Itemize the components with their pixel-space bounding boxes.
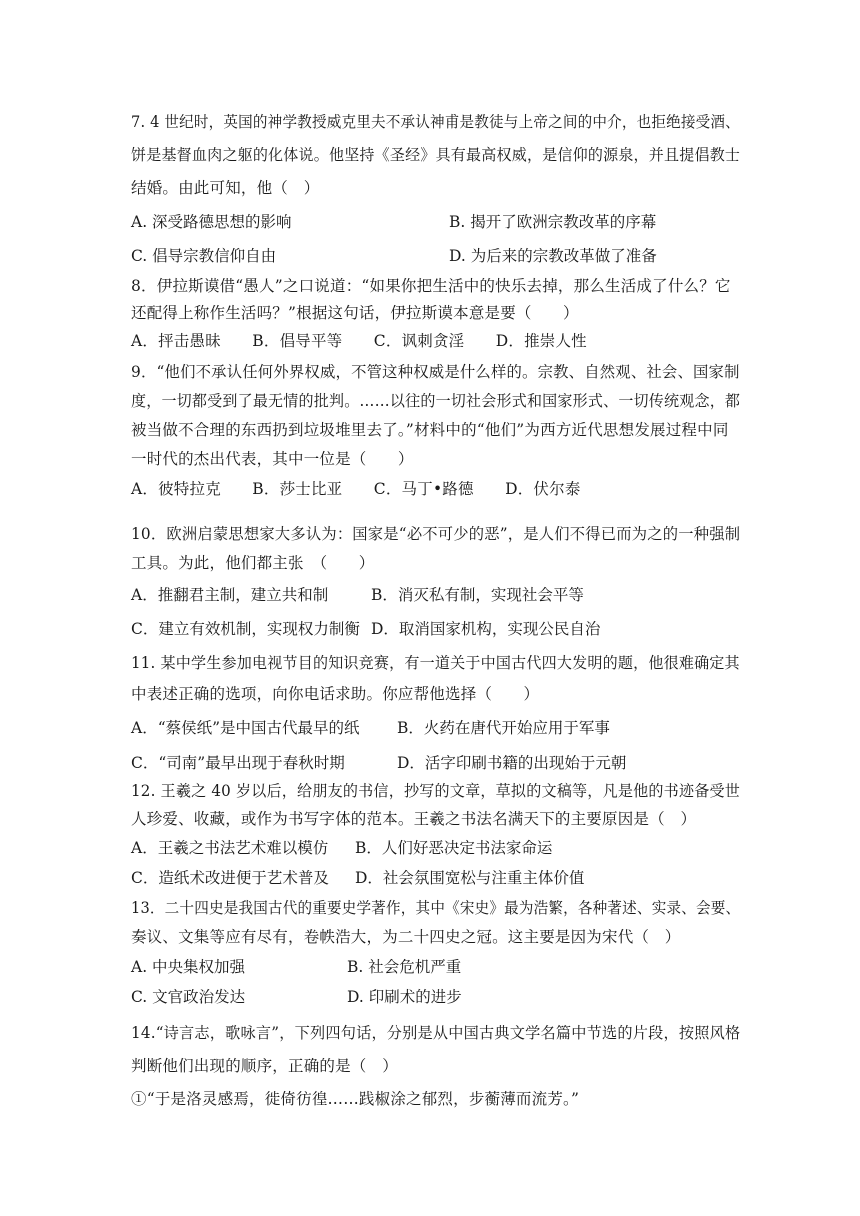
option-d: D. 为后来的宗教改革做了准备 (449, 247, 657, 265)
question-text-line: 中表述正确的选项，向你电话求助。你应帮他选择（ ） (131, 685, 540, 703)
question-text-line: 工具。为此，他们都主张 （ ） (131, 554, 375, 572)
question-text-line: 结婚。由此可知，他（ ） (131, 179, 320, 197)
option-d: D．社会氛围宽松与注重主体价值 (355, 869, 585, 887)
question-text-line: 被当做不合理的东西扔到垃圾堆里去了。”材料中的“他们”为西方近代思想发展过程中同 (131, 421, 729, 439)
question-text-line: 13．二十四史是我国古代的重要史学著作，其中《宋史》最为浩繁，各种著述、实录、会要、 (131, 899, 741, 917)
option-d: D．取消国家机构，实现公民自治 (371, 620, 601, 638)
option-a: A. 深受路德思想的影响 (131, 213, 292, 231)
question-text-line: 10．欧洲启蒙思想家大多认为：国家是“必不可少的恶”，是人们不得已而为之的一种强制 (131, 525, 741, 543)
option-b: B．火药在唐代开始应用于军事 (397, 719, 610, 737)
option-a: A．王羲之书法艺术难以模仿 (131, 839, 329, 857)
question-text-line: 人珍爱、收藏，或作为书写字体的范本。王羲之书法名满天下的主要原因是（ ） (131, 810, 697, 828)
question-text-line: 11. 某中学生参加电视节目的知识竞赛，有一道关于中国古代四大发明的题，他很难确定其 (131, 654, 740, 672)
question-text-line: 14.“诗言志，歌咏言”，下列四句话，分别是从中国古典文学名篇中节选的片段，按照风格 (131, 1024, 741, 1042)
options-row: A．彼特拉克 B．莎士比亚 C．马丁•路德 D．伏尔泰 (131, 480, 581, 498)
option-a: A．“蔡侯纸”是中国古代最早的纸 (131, 719, 360, 737)
question-text-line: 饼是基督血肉之躯的化体说。他坚持《圣经》具有最高权威，是信仰的源泉，并且提倡教士 (131, 146, 741, 164)
question-text-line: 8．伊拉斯谟借“愚人”之口说道：“如果你把生活中的快乐去掉，那么生活成了什么？它 (131, 277, 731, 295)
question-text-line: 判断他们出现的顺序，正确的是（ ） (131, 1057, 398, 1075)
option-c: C．造纸术改进便于艺术普及 (131, 869, 329, 887)
question-text-line: 还配得上称作生活吗？”根据这句话，伊拉斯谟本意是要（ ） (131, 304, 579, 322)
option-a: A．推翻君主制，建立共和制 (131, 586, 329, 604)
option-c: C．建立有效机制，实现权力制衡 (131, 620, 360, 638)
question-text-line: 7. 4 世纪时，英国的神学教授威克里夫不承认神甫是教徒与上帝之间的中介，也拒绝接受酒、 (131, 113, 740, 131)
option-c: C．“司南”最早出现于春秋时期 (131, 754, 345, 772)
option-c: C. 文官政治发达 (131, 988, 246, 1006)
option-d: D．活字印刷书籍的出现始于元朝 (397, 754, 627, 772)
option-b: B. 社会危机严重 (347, 958, 462, 976)
question-text-line: 一时代的杰出代表，其中一位是（ ） (131, 450, 414, 468)
option-b: B. 揭开了欧洲宗教改革的序幕 (449, 213, 657, 231)
question-text-line: 奏议、文集等应有尽有，卷帙浩大，为二十四史之冠。这主要是因为宋代（ ） (131, 928, 681, 946)
question-text-line: 度，一切都受到了最无情的批判。……以往的一切社会形式和国家形式、一切传统观念，都 (131, 392, 741, 410)
option-b: B．人们好恶决定书法家命运 (355, 839, 553, 857)
options-row: A．抨击愚昧 B．倡导平等 C．讽刺贪淫 D．推崇人性 (131, 332, 587, 350)
option-d: D. 印刷术的进步 (347, 988, 462, 1006)
option-c: C. 倡导宗教信仰自由 (131, 247, 277, 265)
option-b: B．消灭私有制，实现社会平等 (371, 586, 584, 604)
question-text-line: ①“于是洛灵感焉，徙倚彷徨……践椒涂之郁烈，步蘅薄而流芳。” (131, 1090, 580, 1108)
question-text-line: 12. 王羲之 40 岁以后，给朋友的书信，抄写的文章，草拟的文稿等，凡是他的书迹备受世 (131, 782, 741, 800)
question-text-line: 9．“他们不承认任何外界权威，不管这种权威是什么样的。宗教、自然观、社会、国家制 (131, 363, 740, 381)
option-a: A. 中央集权加强 (131, 958, 246, 976)
